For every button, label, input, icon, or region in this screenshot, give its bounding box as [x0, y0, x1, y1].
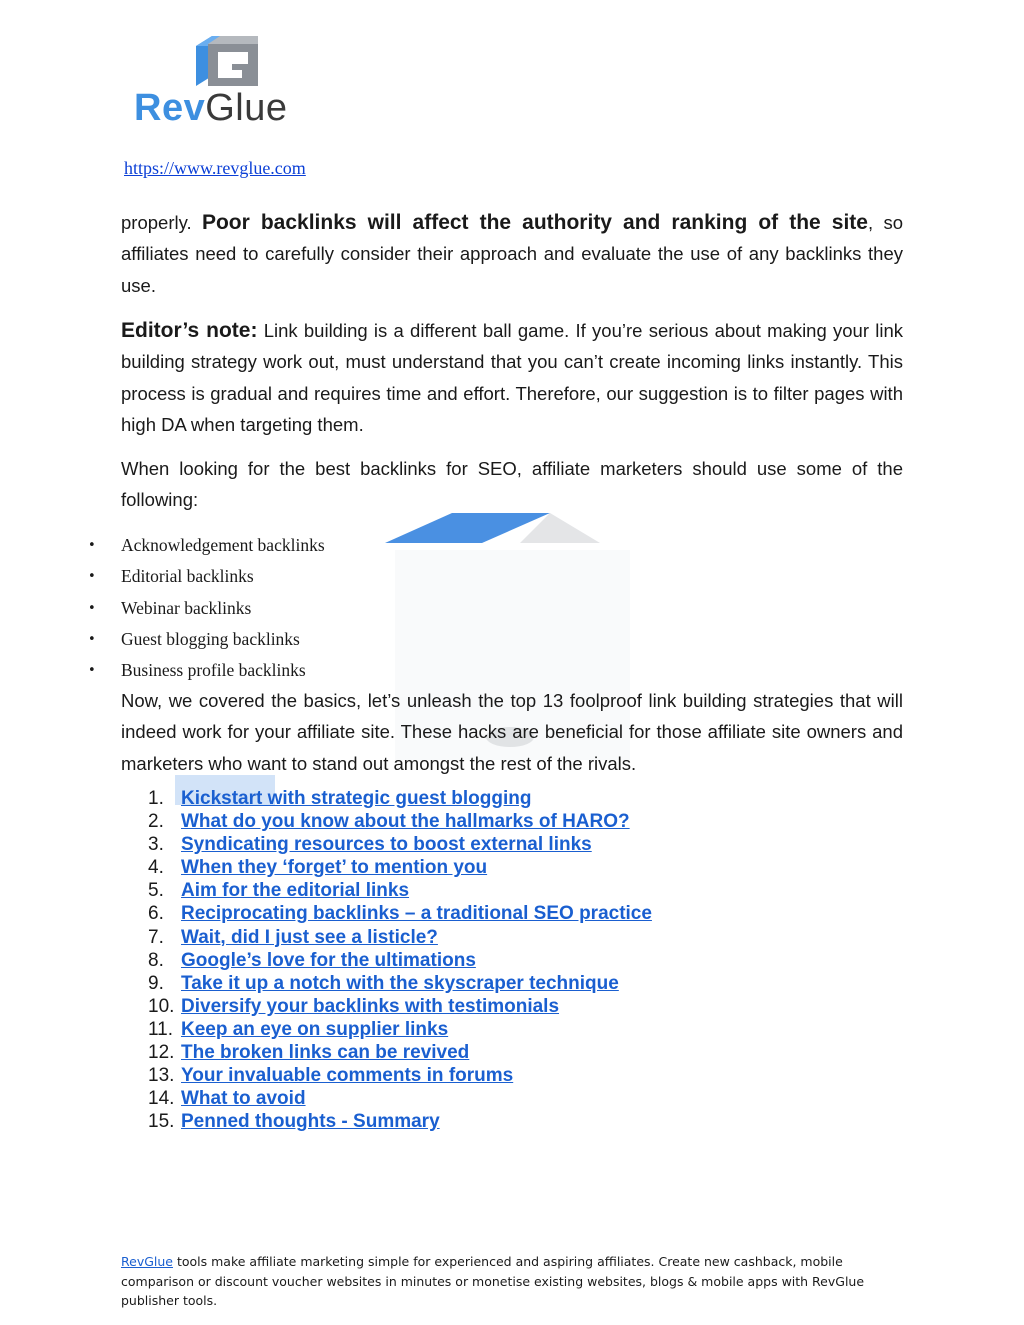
toc-item: [148, 926, 652, 949]
logo-glue-text: Glue: [205, 87, 288, 129]
paragraph-best-backlinks: When looking for the best backlinks for SEO, affiliate marketers should use some of the following:: [121, 458, 903, 511]
toc-link[interactable]: What do you know about the hallmarks of HARO?: [181, 811, 630, 833]
toc-link[interactable]: When they ‘forget’ to mention you: [181, 857, 488, 879]
bullet-glyph: •: [88, 663, 96, 679]
toc-item: [148, 1018, 652, 1041]
editors-note-text: Link building is a different ball game. If you’re serious about making your link building strategy work out, must understand that you can’t create incoming links instantly. This process is gradual and requires time and effort. Therefore, our suggestion is to filter pages with high DA when targeting them.: [121, 320, 903, 435]
toc-item: [148, 902, 652, 925]
list-item-label: Guest blogging backlinks: [121, 628, 300, 649]
toc-link[interactable]: Google’s love for the ultimations: [181, 949, 476, 971]
toc-number: 2.: [148, 811, 164, 833]
toc-number: 7.: [148, 926, 164, 948]
toc-item: [148, 879, 652, 902]
toc-link[interactable]: What to avoid: [181, 1088, 306, 1110]
toc-number: 3.: [148, 834, 164, 856]
toc-link[interactable]: Take it up a notch with the skyscraper technique: [181, 972, 619, 994]
editors-note: [121, 315, 903, 440]
table-of-contents: [148, 787, 652, 1133]
p1-end: , so affiliates need to carefully consider their approach and evaluate the use of any backlinks they use.: [121, 212, 903, 296]
backlink-types-list: [88, 530, 325, 686]
toc-item: [148, 1110, 652, 1133]
list-item: [88, 530, 325, 561]
logo-rev-text: Rev: [134, 87, 206, 129]
editors-note-label: Editor’s note:: [121, 319, 258, 342]
toc-link[interactable]: Reciprocating backlinks – a traditional SEO practice: [181, 903, 652, 925]
paragraph-backlink-quality: [121, 207, 903, 301]
list-item: [88, 593, 325, 624]
toc-number: 14.: [148, 1088, 175, 1110]
toc-number: 1.: [148, 788, 164, 809]
toc-link[interactable]: Wait, did I just see a listicle?: [181, 926, 438, 948]
toc-item: [148, 856, 652, 879]
toc-item: [148, 972, 652, 995]
toc-number: 5.: [148, 880, 164, 902]
toc-item: [148, 810, 652, 833]
toc-item: [148, 787, 652, 810]
footer-revglue-link[interactable]: RevGlue: [121, 1254, 173, 1269]
toc-link[interactable]: Aim for the editorial links: [181, 880, 410, 902]
toc-link[interactable]: Diversify your backlinks with testimonials: [181, 995, 560, 1017]
list-item-label: Acknowledgement backlinks: [121, 535, 325, 555]
bullet-glyph: •: [88, 631, 96, 647]
list-item: [88, 624, 325, 655]
toc-link[interactable]: Your invaluable comments in forums: [181, 1065, 514, 1087]
toc-link[interactable]: The broken links can be revived: [181, 1042, 470, 1064]
list-item: [88, 655, 325, 686]
bullet-glyph: •: [88, 569, 96, 585]
site-url-link[interactable]: https://www.revglue.com: [124, 158, 306, 178]
page-footer: [121, 1252, 911, 1311]
toc-number: 10.: [148, 995, 175, 1017]
toc-link[interactable]: Penned thoughts - Summary: [181, 1111, 440, 1133]
bullet-glyph: •: [88, 600, 96, 616]
revglue-wordmark: [134, 86, 288, 130]
toc-number: 12.: [148, 1042, 175, 1064]
p1-bold: Poor backlinks will affect the authority and ranking of the site: [201, 211, 868, 234]
toc-item: [148, 833, 652, 856]
toc-number: 13.: [148, 1065, 175, 1087]
toc-item: [148, 1041, 652, 1064]
toc-link[interactable]: Kickstart with strategic guest blogging: [181, 788, 532, 809]
footer-text: tools make affiliate marketing simple for experienced and aspiring affiliates. Create new cashback, mobile comparison or discount voucher websites in minutes or monetise existing websites, blogs & mobile apps with RevGlue publisher tools.: [121, 1254, 865, 1308]
toc-item: [148, 1087, 652, 1110]
list-item: [88, 561, 325, 592]
bullet-glyph: •: [88, 538, 96, 553]
list-item-label: Webinar backlinks: [121, 597, 252, 618]
list-item-label: Business profile backlinks: [121, 660, 306, 681]
toc-number: 15.: [148, 1111, 175, 1133]
toc-link[interactable]: Syndicating resources to boost external links: [181, 834, 592, 856]
p1-start: properly.: [121, 212, 202, 233]
toc-item: [148, 995, 652, 1018]
paragraph-strategies-intro: Now, we covered the basics, let’s unleash the top 13 foolproof link building strategies that will indeed work for your affiliate site. These hacks are beneficial for those affiliate site owners and marketers who want to stand out amongst the rest of the rivals.: [121, 690, 903, 774]
toc-item: [148, 949, 652, 972]
toc-number: 6.: [148, 903, 164, 925]
toc-item: [148, 1064, 652, 1087]
list-item-label: Editorial backlinks: [121, 566, 254, 587]
toc-link[interactable]: Keep an eye on supplier links: [181, 1018, 449, 1040]
toc-number: 8.: [148, 949, 164, 971]
toc-number: 4.: [148, 857, 164, 879]
toc-number: 11.: [148, 1018, 174, 1040]
toc-number: 9.: [148, 972, 164, 994]
